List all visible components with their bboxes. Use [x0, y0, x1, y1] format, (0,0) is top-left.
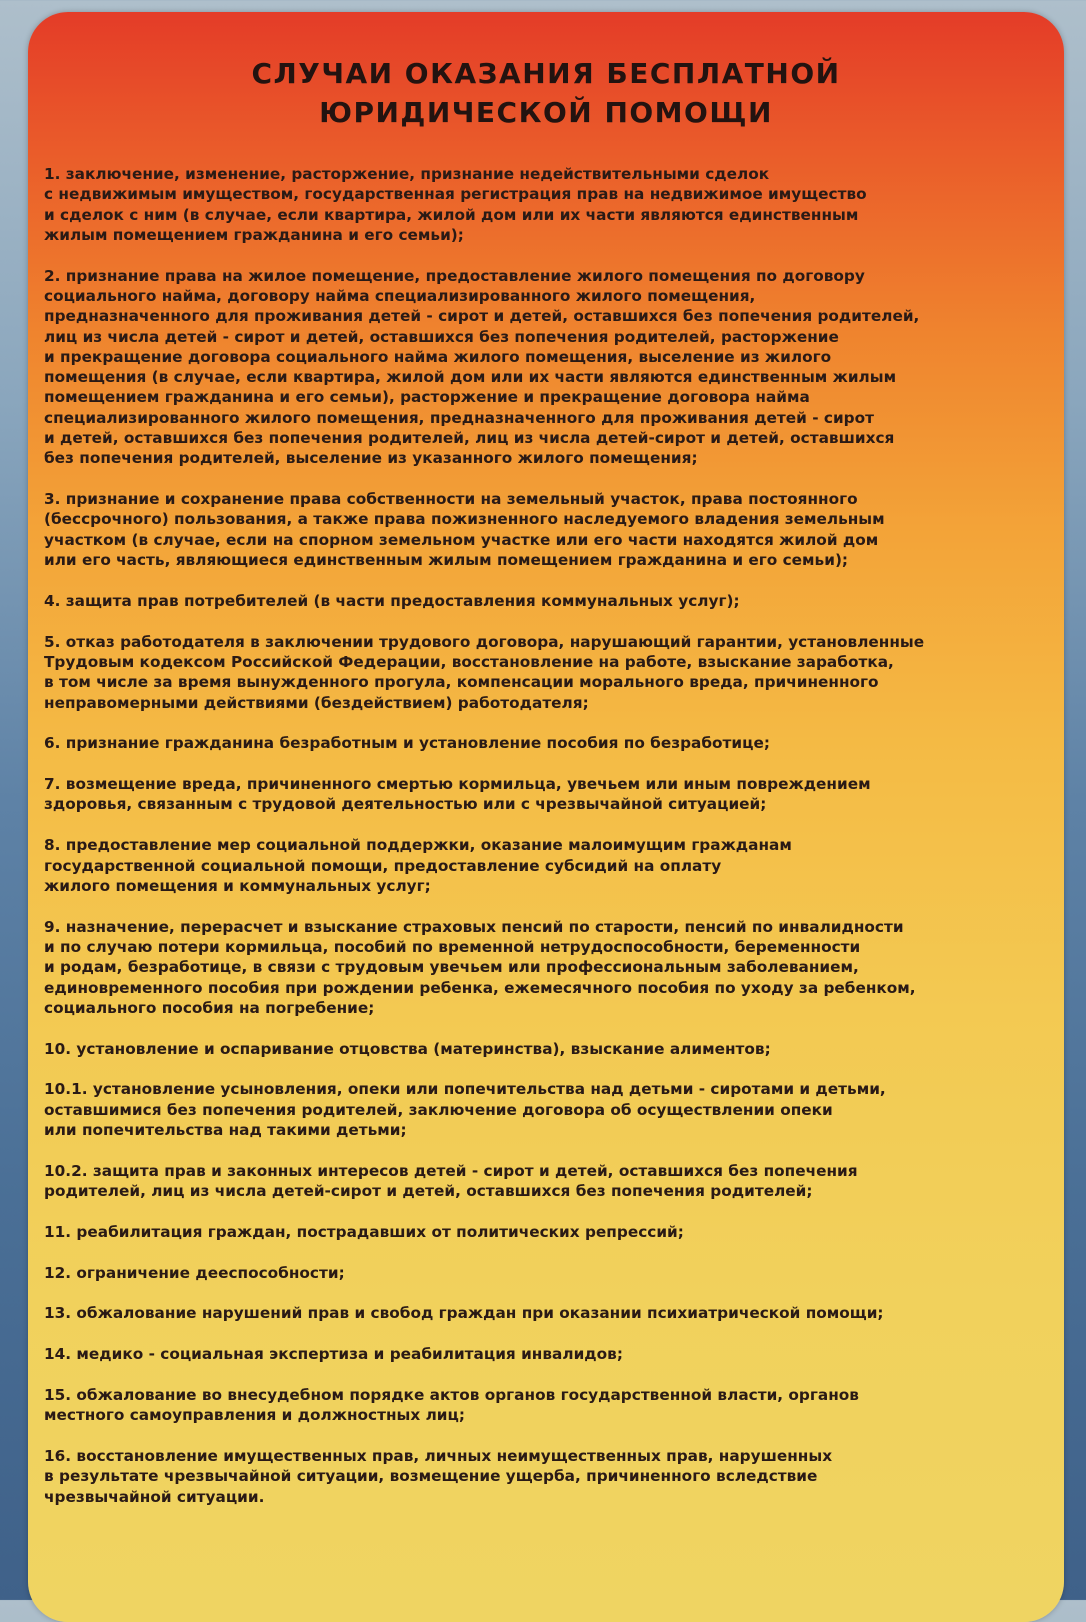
case-item-line: помещения (в случае, если квартира, жилой дом или их части являются единственным жилым — [44, 368, 897, 387]
case-item-line: местного самоуправления и должностных лиц; — [44, 1406, 465, 1425]
case-item — [44, 489, 1048, 570]
case-item — [44, 1161, 1048, 1202]
case-item-line: чрезвычайной ситуации. — [44, 1487, 265, 1506]
case-item-line: (бессрочного) пользования, а также права пожизненного наследуемого владения земельным — [44, 510, 885, 529]
case-item-line: с недвижимым имуществом, государственная регистрация прав на недвижимое имущество — [44, 185, 867, 204]
case-item — [44, 733, 1048, 753]
case-item — [44, 1446, 1048, 1507]
case-item-line: 13. обжалование нарушений прав и свобод граждан при оказании психиатрической помощи; — [44, 1304, 884, 1323]
case-item-line: 5. отказ работодателя в заключении трудового договора, нарушающий гарантии, установленные — [44, 632, 925, 651]
case-item-line: государственной социальной помощи, предоставление субсидий на оплату — [44, 856, 722, 875]
case-item — [44, 1385, 1048, 1426]
case-item — [44, 917, 1048, 1018]
case-item-line: здоровья, связанным с трудовой деятельностью или с чрезвычайной ситуацией; — [44, 795, 767, 814]
case-item-line: лиц из числа детей - сирот и детей, оставшихся без попечения родителей, расторжение — [44, 327, 839, 346]
case-item-line: 6. признание гражданина безработным и установление пособия по безработице; — [44, 734, 770, 753]
case-item-line: 1. заключение, изменение, расторжение, признание недействительными сделок — [44, 165, 770, 183]
poster-title-line-1: СЛУЧАИ ОКАЗАНИЯ БЕСПЛАТНОЙ — [251, 57, 841, 90]
case-item-line: без попечения родителей, выселение из указанного жилого помещения; — [44, 449, 698, 468]
case-item-line: 8. предоставление мер социальной поддержки, оказание малоимущим гражданам — [44, 836, 792, 855]
case-item-line: 4. защита прав потребителей (в части предоставления коммунальных услуг); — [44, 591, 740, 610]
case-item — [44, 774, 1048, 815]
case-item — [44, 591, 1048, 611]
case-item-line: жилым помещением гражданина и его семьи); — [44, 225, 464, 244]
case-item-line: 3. признание и сохранение права собственности на земельный участок, права постоянного — [44, 490, 858, 509]
case-item — [44, 1344, 1048, 1364]
case-item-line: 10.2. защита прав и законных интересов детей - сирот и детей, оставшихся без попечения — [44, 1161, 858, 1180]
case-item-line: и по случаю потери кормильца, пособий по временной нетрудоспособности, беременности — [44, 937, 861, 956]
case-item-line: социального пособия на погребение; — [44, 998, 375, 1017]
case-item-line: 7. возмещение вреда, причиненного смертью кормильца, увечьем или иным повреждением — [44, 775, 871, 794]
case-item — [44, 1303, 1048, 1323]
case-item-line: и прекращение договора социального найма жилого помещения, выселение из жилого — [44, 347, 832, 366]
case-item-line: 12. ограничение дееспособности; — [44, 1263, 345, 1282]
case-item — [44, 1079, 1048, 1140]
case-item — [44, 835, 1048, 896]
case-list — [44, 164, 1048, 1528]
case-item-line: или попечительства над такими детьми; — [44, 1120, 407, 1139]
case-item-line: или его часть, являющиеся единственным жилым помещением гражданина и его семьи); — [44, 551, 849, 570]
case-item-line: 14. медико - социальная экспертиза и реабилитация инвалидов; — [44, 1345, 623, 1364]
poster-title — [28, 12, 1064, 132]
case-item-line: и сделок с ним (в случае, если квартира, жилой дом или их части являются единственным — [44, 205, 859, 224]
case-item-line: 16. восстановление имущественных прав, личных неимущественных прав, нарушенных — [44, 1447, 833, 1466]
case-item — [44, 1222, 1048, 1242]
case-item-line: в результате чрезвычайной ситуации, возмещение ущерба, причиненного вследствие — [44, 1467, 818, 1486]
case-item — [44, 1039, 1048, 1059]
case-item-line: специализированного жилого помещения, предназначенного для проживания детей - сирот — [44, 408, 874, 427]
case-item-line: и родам, безработице, в связи с трудовым увечьем или профессиональным заболеванием, — [44, 958, 859, 977]
case-item — [44, 632, 1048, 713]
case-item-line: социального найма, договору найма специализированного жилого помещения, — [44, 286, 756, 305]
case-item-line: оставшимися без попечения родителей, заключение договора об осуществлении опеки — [44, 1100, 833, 1119]
legal-aid-poster — [28, 12, 1064, 1622]
case-item-line: в том числе за время вынужденного прогула, компенсации морального вреда, причиненного — [44, 673, 879, 692]
case-item-line: предназначенного для проживания детей - сирот и детей, оставшихся без попечения родителей, — [44, 307, 920, 326]
case-item-line: 10. установление и оспаривание отцовства (материнства), взыскание алиментов; — [44, 1039, 771, 1058]
case-item — [44, 164, 1048, 245]
case-item-line: помещением гражданина и его семьи), расторжение и прекращение договора найма — [44, 388, 810, 407]
case-item-line: и детей, оставшихся без попечения родителей, лиц из числа детей-сирот и детей, оставшихся — [44, 429, 895, 448]
case-item-line: родителей, лиц из числа детей-сирот и детей, оставшихся без попечения родителей; — [44, 1182, 813, 1201]
case-item-line: жилого помещения и коммунальных услуг; — [44, 876, 431, 895]
case-item-line: единовременного пособия при рождении ребенка, ежемесячного пособия по уходу за ребенком, — [44, 978, 916, 997]
case-item — [44, 266, 1048, 469]
case-item-line: 15. обжалование во внесудебном порядке актов органов государственной власти, органов — [44, 1386, 859, 1405]
case-item — [44, 1263, 1048, 1283]
case-item-line: Трудовым кодексом Российской Федерации, восстановление на работе, взыскание заработка, — [44, 652, 894, 671]
case-item-line: 10.1. установление усыновления, опеки или попечительства над детьми - сиротами и детьми, — [44, 1080, 886, 1099]
case-item-line: неправомерными действиями (бездействием) работодателя; — [44, 693, 589, 712]
case-item-line: 9. назначение, перерасчет и взыскание страховых пенсий по старости, пенсий по инвалидности — [44, 917, 904, 936]
poster-title-line-2: ЮРИДИЧЕСКОЙ ПОМОЩИ — [319, 96, 773, 129]
case-item-line: 2. признание права на жилое помещение, предоставление жилого помещения по договору — [44, 266, 865, 285]
case-item-line: участком (в случае, если на спорном земельном участке или его части находятся жилой дом — [44, 530, 879, 549]
case-item-line: 11. реабилитация граждан, пострадавших от политических репрессий; — [44, 1222, 684, 1241]
